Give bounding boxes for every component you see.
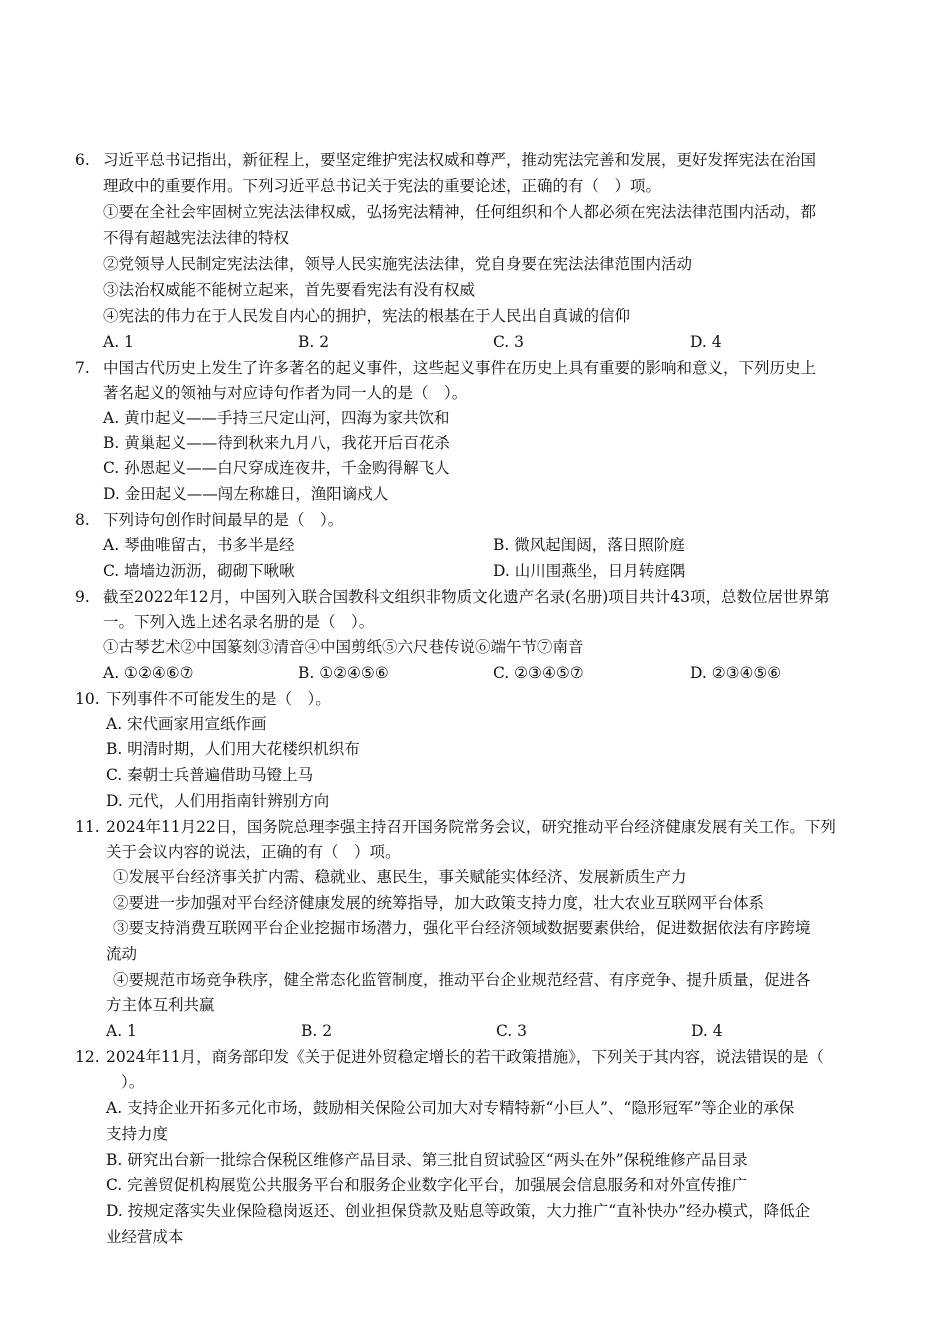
question-number: 9. (75, 588, 90, 606)
option-d[interactable]: D. 山川围燕坐，日月转庭隅 (493, 562, 686, 580)
option-c[interactable]: C. 墙墙边沥沥，砌砌下啾啾 (103, 562, 295, 580)
option-c[interactable]: C. 完善贸促机构展览公共服务平台和服务企业数字化平台，加强展会信息服务和对外宣传推广 (106, 1176, 748, 1194)
statement: ①要在全社会牢固树立宪法法律权威，弘扬宪法精神，任何组织和个人都必须在宪法法律范围内活动，都 (103, 203, 817, 221)
option-b[interactable]: B. 研究出台新一批综合保税区维修产品目录、第三批自贸试验区“两头在外”保税维修产品目录 (106, 1151, 748, 1169)
statement: 方主体互利共赢 (106, 996, 215, 1014)
question-stem: 下列诗句创作时间最早的是（ ）。 (103, 511, 344, 529)
question-stem: 理政中的重要作用。下列习近平总书记关于宪法的重要论述，正确的有（ ）项。 (103, 177, 662, 195)
question-stem: 2024年11月，商务部印发《关于促进外贸稳定增长的若干政策措施》，下列关于其内容，说法错误的是（ (106, 1048, 824, 1066)
statement: ①发展平台经济事关扩内需、稳就业、惠民生，事关赋能实体经济、发展新质生产力 (113, 868, 687, 886)
question-number: 10. (75, 690, 100, 708)
option-c[interactable]: C. ②③④⑤⑦ (493, 664, 584, 682)
question-number: 8. (75, 511, 90, 529)
statement: 流动 (106, 945, 138, 963)
option-d[interactable]: D. 金田起义——闯左称雄日，渔阳谪戍人 (103, 485, 389, 503)
option-d[interactable]: D. 4 (690, 333, 722, 351)
option-c[interactable]: C. 3 (496, 1022, 528, 1040)
statement: ③法治权威能不能树立起来，首先要看宪法有没有权威 (103, 281, 476, 299)
option-b[interactable]: B. 微风起闺闼，落日照阶庭 (493, 536, 685, 554)
statement: ②党领导人民制定宪法法律，领导人民实施宪法法律，党自身要在宪法法律范围内活动 (103, 255, 693, 273)
option-a[interactable]: A. 宋代画家用宣纸作画 (106, 715, 267, 733)
question-number: 6. (75, 151, 90, 169)
option-c[interactable]: C. 孙恩起义——白尺穿成连夜井，千金购得解飞人 (103, 459, 450, 477)
question-stem: 著名起义的领袖与对应诗句作者为同一人的是（ ）。 (103, 384, 468, 402)
option-d[interactable]: D. 元代，人们用指南针辨别方向 (106, 792, 330, 810)
question-stem: 习近平总书记指出，新征程上，要坚定维护宪法权威和尊严，推动宪法完善和发展，更好发挥宪法在治国 (103, 151, 817, 169)
question-number: 11. (75, 818, 100, 836)
statement: 不得有超越宪法法律的特权 (103, 229, 290, 247)
option-a[interactable]: A. 1 (103, 333, 134, 351)
option-b[interactable]: B. 黄巢起义——待到秋来九月八，我花开后百花杀 (103, 434, 450, 452)
option-a[interactable]: A. 琴曲唯留古，书多半是经 (103, 536, 295, 554)
question-number: 12. (75, 1048, 100, 1066)
option-a[interactable]: A. 黄巾起义——手持三尺定山河，四海为家共饮和 (103, 409, 450, 427)
question-number: 7. (75, 359, 90, 377)
statement: ④要规范市场竞争秩序，健全常态化监管制度，推动平台企业规范经营、有序竞争、提升质量，促进各 (113, 971, 811, 989)
option-a[interactable]: A. 1 (106, 1022, 137, 1040)
option-b[interactable]: B. 2 (301, 1022, 333, 1040)
option-a[interactable]: A. 支持企业开拓多元化市场，鼓励相关保险公司加大对专精特新“小巨人”、“隐形冠军”等企业的承保 (106, 1099, 795, 1117)
option-b[interactable]: B. 2 (298, 333, 330, 351)
statement: ②要进一步加强对平台经济健康发展的统筹指导，加大政策支持力度，壮大农业互联网平台体系 (113, 894, 765, 912)
question-stem: 下列事件不可能发生的是（ ）。 (106, 690, 331, 708)
option-a-continued: 支持力度 (106, 1125, 169, 1143)
option-d[interactable]: D. 4 (691, 1022, 723, 1040)
question-stem: 截至2022年12月，中国列入联合国教科文组织非物质文化遗产名录(名册)项目共计43项，总数位居世界第 (103, 588, 830, 606)
question-stem: 2024年11月22日，国务院总理李强主持召开国务院常务会议，研究推动平台经济健康发展有关工作。下列 (106, 818, 836, 836)
item-list: ①古琴艺术②中国篆刻③清音④中国剪纸⑤六尺巷传说⑥端午节⑦南音 (103, 638, 584, 656)
statement: ③要支持消费互联网平台企业挖掘市场潜力，强化平台经济领域数据要素供给，促进数据依法有序跨境 (113, 919, 811, 937)
question-stem: 关于会议内容的说法，正确的有（ ）项。 (106, 843, 401, 861)
option-d-continued: 业经营成本 (106, 1228, 184, 1246)
option-b[interactable]: B. ①②④⑤⑥ (298, 664, 389, 682)
option-c[interactable]: C. 秦朝士兵普遍借助马镫上马 (106, 766, 314, 784)
option-d[interactable]: D. 按规定落实失业保险稳岗返还、创业担保贷款及贴息等政策，大力推广“直补快办”经办模式，降低企 (106, 1202, 811, 1220)
question-stem: 中国古代历史上发生了许多著名的起义事件，这些起义事件在历史上具有重要的影响和意义，下列历史上 (103, 359, 817, 377)
option-a[interactable]: A. ①②④⑥⑦ (103, 664, 194, 682)
option-b[interactable]: B. 明清时期，人们用大花楼织机织布 (106, 740, 360, 758)
question-stem: 一。下列入选上述名录名册的是（ ）。 (103, 613, 375, 631)
statement: ④宪法的伟力在于人民发自内心的拥护，宪法的根基在于人民出自真诚的信仰 (103, 307, 631, 325)
question-stem: ）。 (121, 1073, 145, 1091)
option-c[interactable]: C. 3 (493, 333, 525, 351)
option-d[interactable]: D. ②③④⑤⑥ (690, 664, 782, 682)
